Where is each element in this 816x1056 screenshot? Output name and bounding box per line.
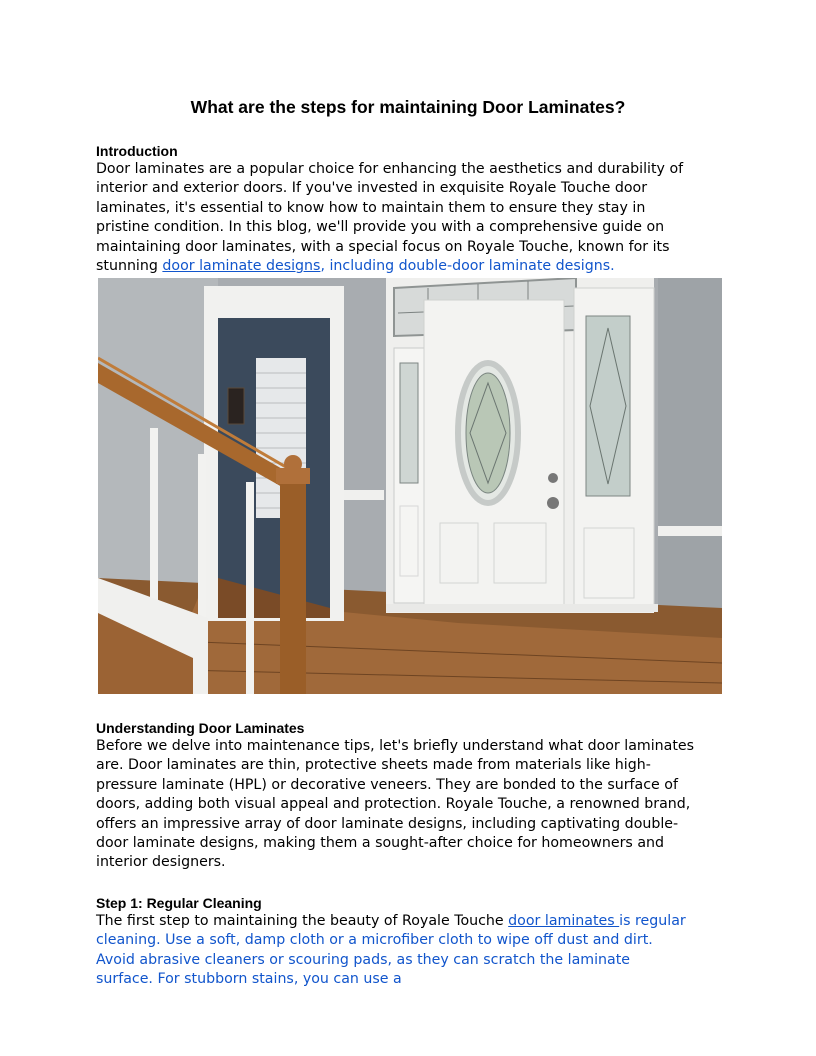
intro-prefix: stunning — [96, 257, 163, 274]
intro-line: pristine condition. In this blog, we'll provide you with a comprehensive guide on — [96, 219, 665, 236]
intro-suffix: , including double-door laminate designs. — [320, 257, 615, 274]
intro-line: maintaining door laminates, with a special focus on Royale Touche, known for its — [96, 238, 670, 255]
step1-prefix: The first step to maintaining the beauty of Royale Touche — [96, 913, 509, 929]
understanding-line: Before we delve into maintenance tips, let's briefly understand what door laminates — [96, 738, 695, 754]
door-laminate-designs-link[interactable]: door laminate designs — [162, 257, 321, 274]
entry-door-photo — [98, 278, 722, 694]
understanding-line: door laminate designs, making them a sought-after choice for homeowners and — [96, 834, 665, 851]
intro-paragraph — [96, 160, 720, 276]
page-title: What are the steps for maintaining Door Laminates? — [190, 97, 626, 117]
intro-line: interior and exterior doors. If you've invested in exquisite Royale Touche door — [96, 180, 648, 197]
understanding-line: pressure laminate (HPL) or decorative veneers. They are bonded to the surface of — [96, 776, 678, 793]
intro-line: Door laminates are a popular choice for enhancing the aesthetics and durability of — [96, 161, 684, 177]
intro-heading: Introduction — [96, 143, 178, 159]
step1-suffix: is regular — [619, 913, 686, 929]
understanding-line: interior designers. — [96, 854, 226, 871]
understanding-line: offers an impressive array of door laminate designs, including captivating double- — [96, 815, 679, 832]
understanding-line: doors, adding both visual appeal and protection. Royale Touche, a renowned brand, — [96, 796, 691, 813]
step1-line: surface. For stubborn stains, you can use a — [96, 971, 402, 988]
step1-line: Avoid abrasive cleaners or scouring pads, as they can scratch the laminate — [96, 951, 631, 968]
understanding-heading: Understanding Door Laminates — [96, 720, 305, 736]
step1-first-line — [96, 912, 720, 931]
intro-last-line — [96, 257, 720, 276]
understanding-paragraph — [96, 737, 720, 873]
step1-paragraph — [96, 912, 720, 990]
intro-line: laminates, it's essential to know how to maintain them to ensure they stay in — [96, 199, 646, 216]
understanding-line: are. Door laminates are thin, protective sheets made from materials like high- — [96, 757, 651, 774]
door-laminates-link[interactable]: door laminates — [508, 913, 620, 929]
step1-heading: Step 1: Regular Cleaning — [96, 895, 262, 911]
step1-line: cleaning. Use a soft, damp cloth or a microfiber cloth to wipe off dust and dirt. — [96, 932, 653, 949]
